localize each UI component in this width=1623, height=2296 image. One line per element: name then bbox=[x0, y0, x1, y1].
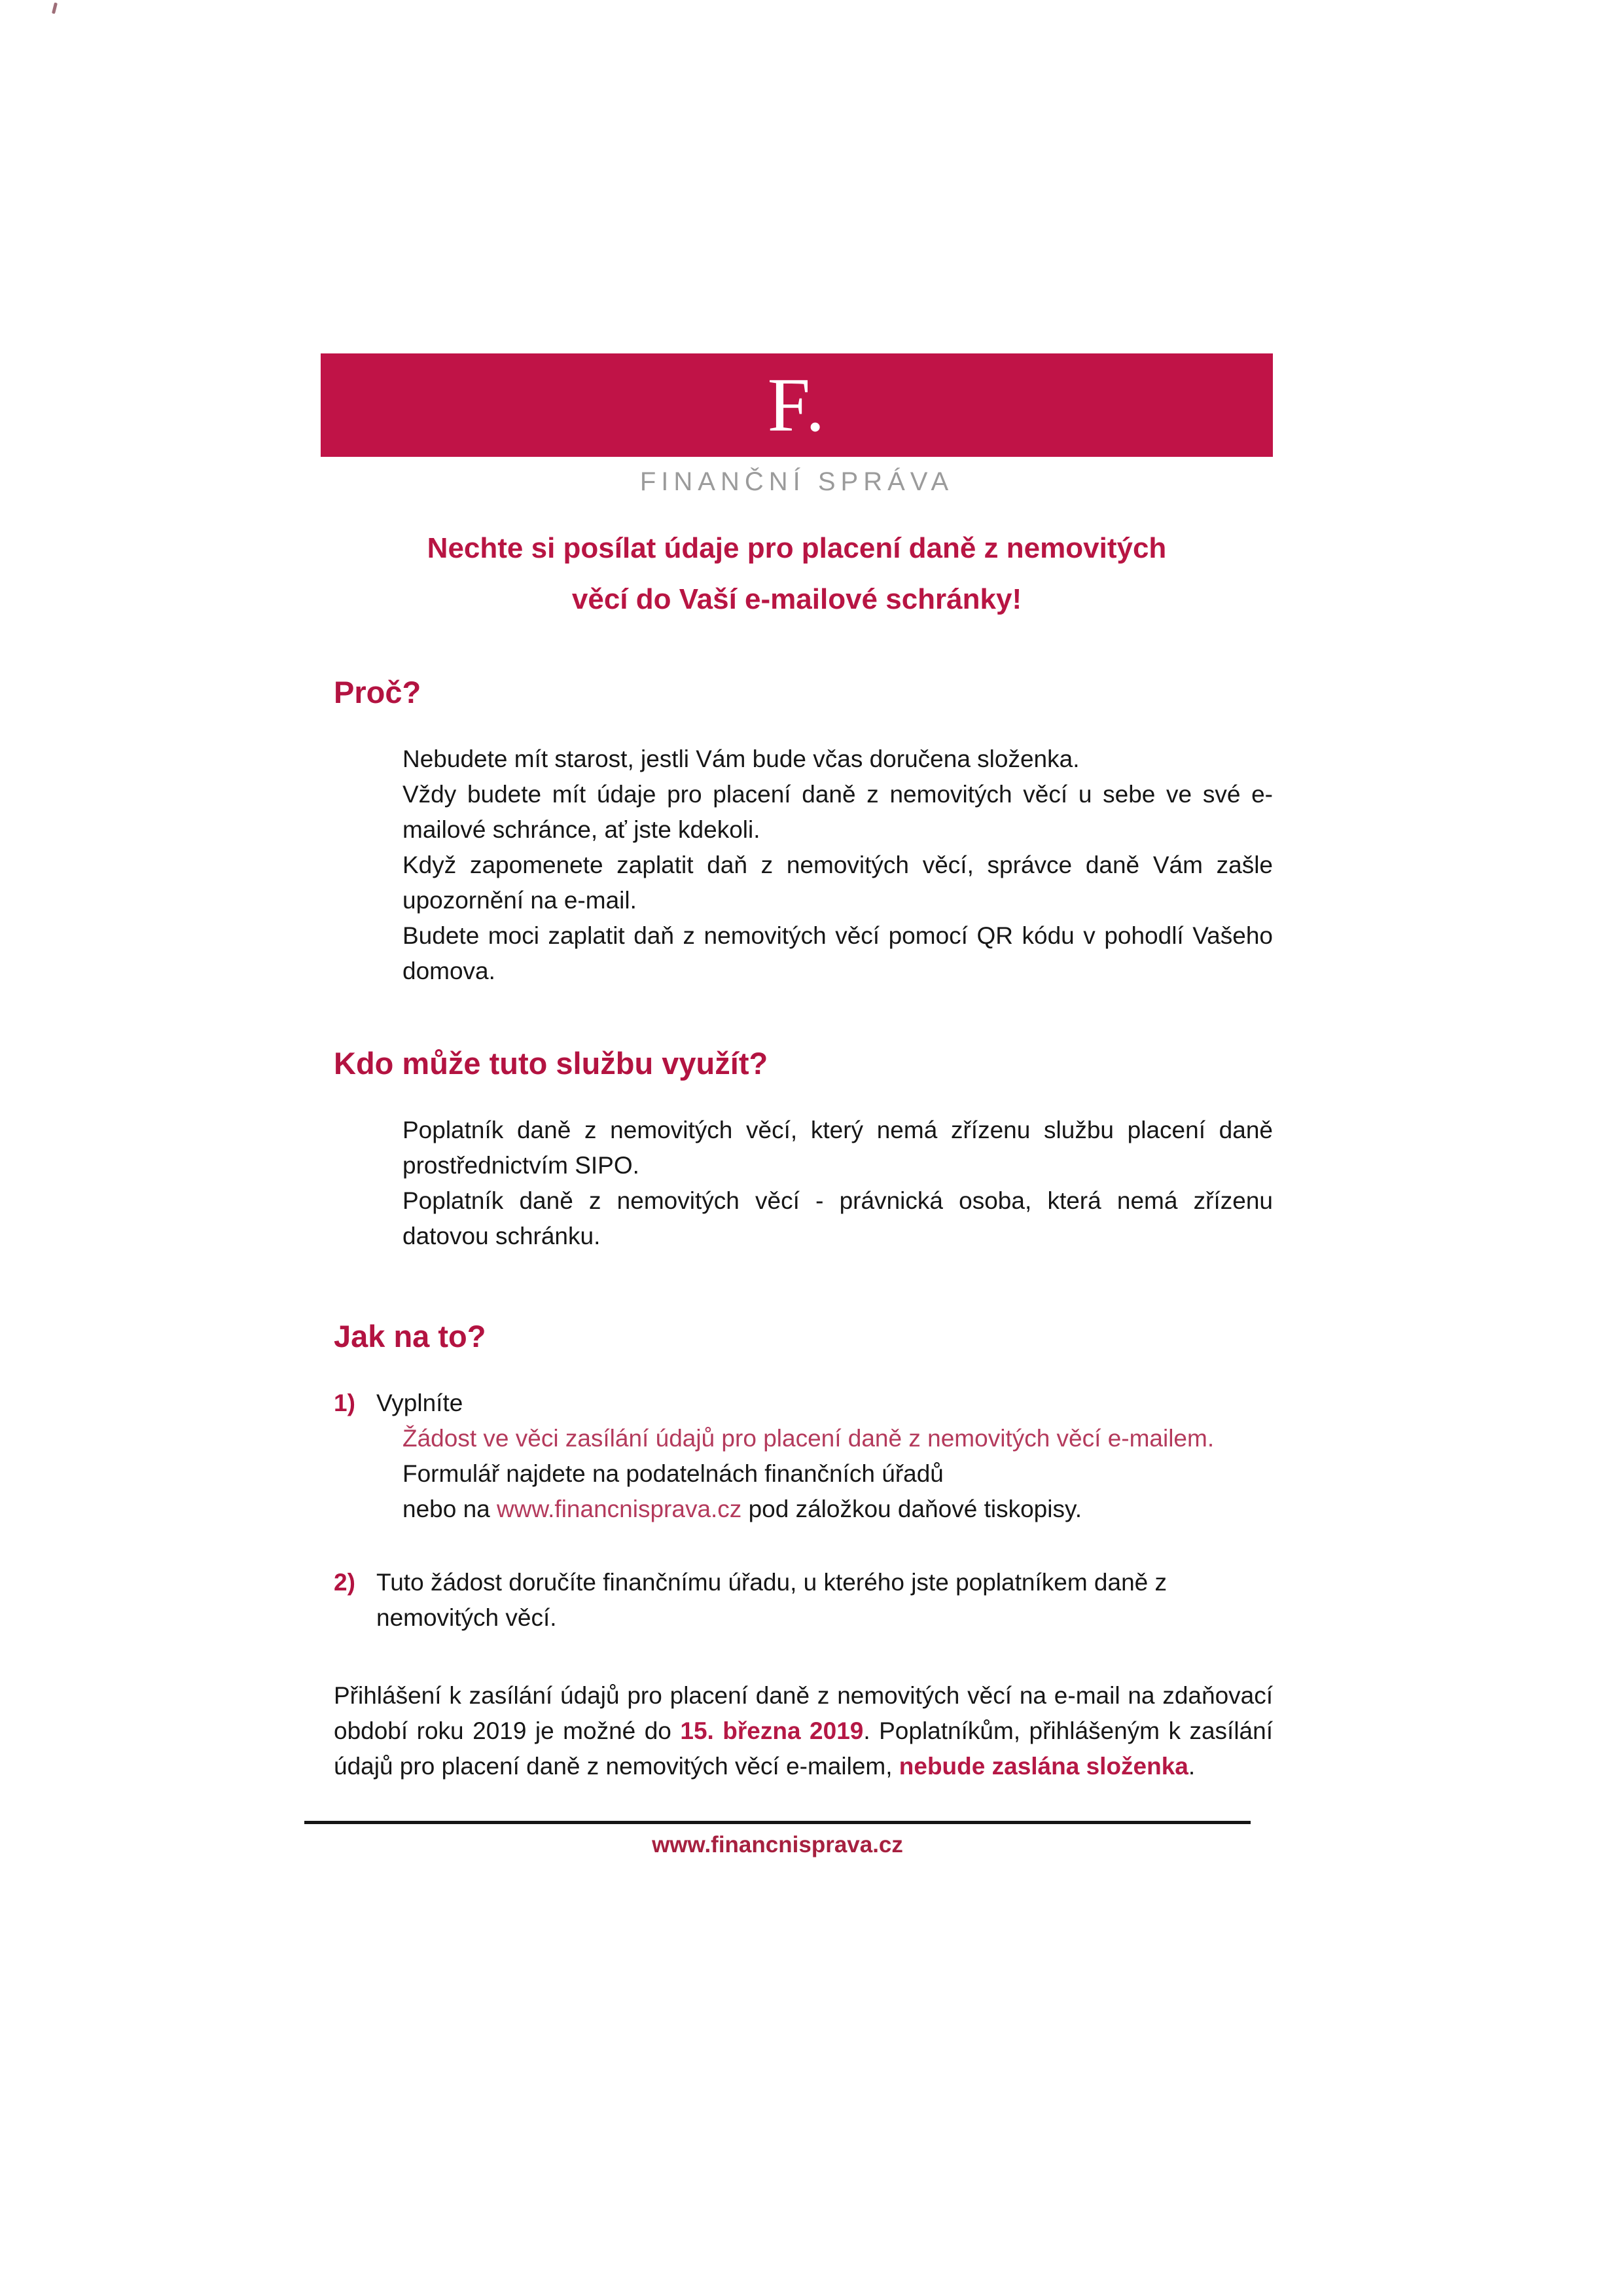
step-1-intro: Vyplníte bbox=[376, 1390, 463, 1416]
step-1-line-3-prefix: nebo na bbox=[402, 1496, 497, 1522]
brand-caption: FINANČNÍ SPRÁVA bbox=[639, 467, 954, 496]
why-paragraph: Vždy budete mít údaje pro placení daně z nemovitých věcí u sebe ve své e-mailové schránce, ať jste kdekoli. bbox=[402, 781, 1273, 843]
step-1-form-name: Žádost ve věci zasílání údajů pro placení daně z nemovitých věcí e-mailem. bbox=[402, 1425, 1215, 1452]
page-title bbox=[321, 523, 1273, 625]
section-body-why bbox=[402, 742, 1273, 989]
why-paragraph: Budete moci zaplatit daň z nemovitých věcí pomocí QR kódu v pohodlí Vašeho domova. bbox=[402, 922, 1273, 984]
document-content bbox=[321, 353, 1273, 1858]
step-2-text: Tuto žádost doručíte finančnímu úřadu, u kterého jste poplatníkem daně z nemovitých věcí. bbox=[376, 1569, 1168, 1631]
page-title-line-1: Nechte si posílat údaje pro placení daně z nemovitých bbox=[427, 532, 1167, 564]
financnisprava-link[interactable]: www.financnisprava.cz bbox=[497, 1496, 742, 1522]
how-step-1 bbox=[334, 1386, 1273, 1527]
deadline-date: 15. března 2019 bbox=[680, 1717, 864, 1744]
who-paragraph: Poplatník daně z nemovitých věcí - právnická osoba, která nemá zřízenu datovou schránku. bbox=[402, 1187, 1273, 1249]
financni-sprava-banner bbox=[321, 353, 1273, 457]
closing-text-2: . Poplatníkům, přihlášeným k zasílání údajů pro placení daně z nemovitých věcí e-mailem, bbox=[334, 1717, 1273, 1780]
section-heading-why: Proč? bbox=[334, 675, 421, 709]
why-paragraph: Když zapomenete zaplatit daň z nemovitých věcí, správce daně Vám zašle upozornění na e-mail. bbox=[402, 852, 1273, 914]
page-title-line-2: věcí do Vaší e-mailové schránky! bbox=[571, 583, 1022, 615]
closing-text-3: . bbox=[1188, 1753, 1196, 1780]
who-paragraph: Poplatník daně z nemovitých věcí, který nemá zřízenu službu placení daně prostřednictvím SIPO. bbox=[402, 1117, 1273, 1179]
financni-sprava-logo: F. bbox=[767, 362, 827, 448]
section-heading-how: Jak na to? bbox=[334, 1319, 486, 1354]
section-body-who bbox=[402, 1113, 1273, 1254]
footer-divider bbox=[304, 1821, 1251, 1824]
scan-artifact-mark bbox=[52, 3, 58, 14]
step-1-line-3 bbox=[402, 1492, 1273, 1527]
footer-website-link[interactable]: www.financnisprava.cz bbox=[652, 1832, 903, 1857]
step-1-line-2: Formulář najdete na podatelnách finančních úřadů bbox=[402, 1460, 944, 1487]
section-heading-who: Kdo může tuto službu využít? bbox=[334, 1046, 768, 1081]
page-footer bbox=[304, 1821, 1251, 1858]
closing-text-1: Přihlášení k zasílání údajů pro placení daně z nemovitých věcí na e-mail na zdaňovací období roku 2019 je možné do bbox=[334, 1682, 1273, 1744]
why-paragraph: Nebudete mít starost, jestli Vám bude včas doručena složenka. bbox=[402, 745, 1080, 772]
step-2-number: 2) bbox=[334, 1569, 355, 1596]
no-payment-slip-highlight: nebude zaslána složenka bbox=[899, 1753, 1188, 1780]
how-step-2 bbox=[334, 1565, 1247, 1636]
step-1-line-3-suffix: pod záložkou daňové tiskopisy. bbox=[741, 1496, 1082, 1522]
closing-paragraph bbox=[334, 1678, 1273, 1784]
step-1-number: 1) bbox=[334, 1390, 355, 1416]
